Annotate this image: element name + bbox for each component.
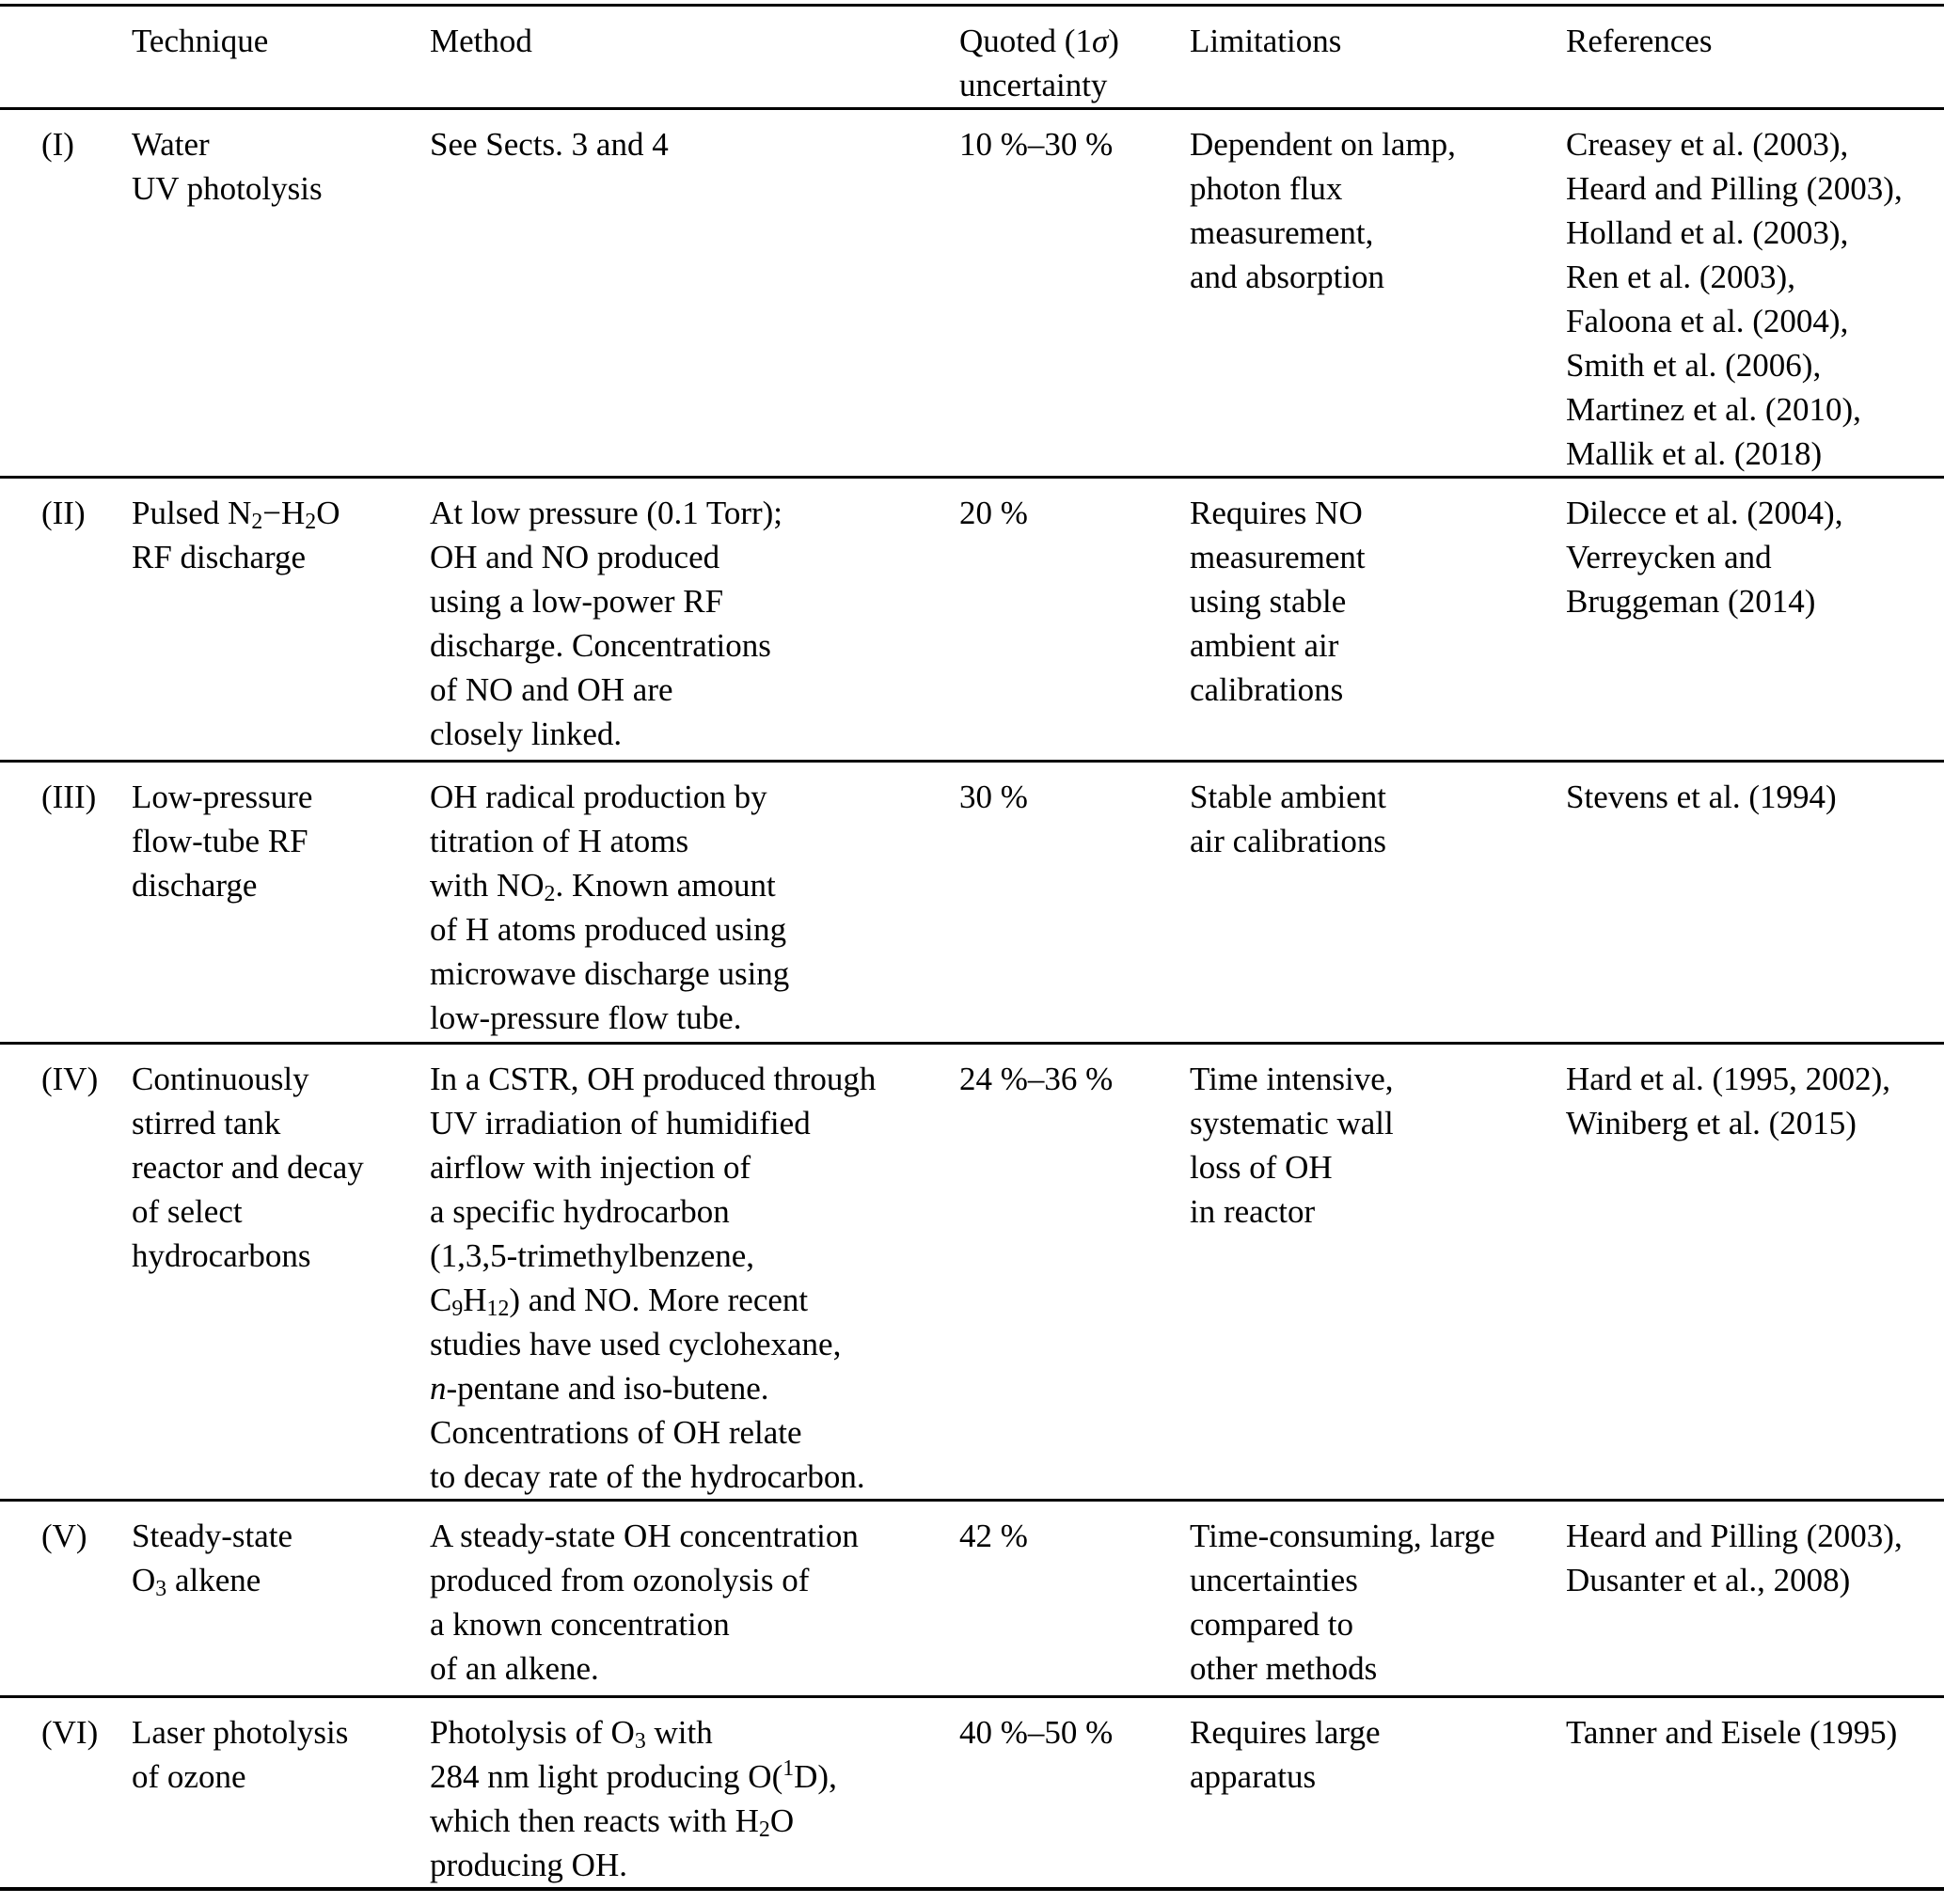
cell-row1-id: (I) [41,126,74,163]
cell-row4-references: Hard et al. (1995, 2002), Winiberg et al. (2015) [1566,1061,1891,1141]
cell-row2-limitations: Requires NO measurement using stable ambient air calibrations [1190,495,1366,708]
cell-row4-method: In a CSTR, OH produced through UV irradiation of humidified airflow with injection of a specific hydrocarbon (1,3,5-trimethylbenzene, $C_9H_{12}$) and NO. More recent studies have used cyclohexane, n-pentane and iso-butene. Concentrations of OH relate to decay rate of the hydrocarbon. [430,1061,877,1495]
oh-calibration-techniques-table [0,4,1944,1891]
table-row-4 [0,1044,1944,1501]
cell-row1-method: See Sects. 3 and 4 [430,126,669,163]
cell-row6-limitations: Requires large apparatus [1190,1714,1381,1795]
header-uncertainty: Quoted (1σ) uncertainty [959,23,1119,103]
cell-row3-references: Stevens et al. (1994) [1566,779,1837,815]
cell-row5-id: (V) [41,1518,87,1554]
cell-row5-method: A steady-state OH concentration produced from ozonolysis of a known concentration of an alkene. [430,1518,859,1687]
cell-row2-uncertainty: 20 % [959,495,1028,531]
cell-row6-references: Tanner and Eisele (1995) [1566,1714,1898,1751]
cell-row5-uncertainty: 42 % [959,1518,1028,1554]
cell-row5-limitations: Time-consuming, large uncertainties compared to other methods [1190,1518,1495,1687]
table-row-2 [0,478,1944,762]
cell-row5-technique: Steady-state $O_3$ alkene [132,1518,293,1602]
header-row [0,6,1944,109]
cell-row6-uncertainty: 40 %–50 % [959,1714,1114,1751]
header-references: References [1566,23,1713,59]
cell-row2-references: Dilecce et al. (2004), Verreycken and Bruggeman (2014) [1566,495,1843,620]
header-method: Method [430,23,532,59]
cell-row4-id: (IV) [41,1061,99,1097]
cell-row1-references: Creasey et al. (2003), Heard and Pilling (2003), Holland et al. (2003), Ren et al. (2003), Faloona et al. (2004), Smith et al. (2006), Martinez et al. (2010), Mallik et al. (2018) [1566,126,1903,472]
cell-row5-references: Heard and Pilling (2003), Dusanter et al., 2008) [1566,1518,1903,1598]
cell-row3-limitations: Stable ambient air calibrations [1190,779,1386,859]
cell-row2-technique: Pulsed $N_2-H_2O$ RF discharge [132,495,340,575]
cell-row3-uncertainty: 30 % [959,779,1028,815]
cell-row2-method: At low pressure (0.1 Torr); OH and NO produced using a low-power RF discharge. Concentrations of NO and OH are closely linked. [430,495,783,752]
cell-row6-technique: Laser photolysis of ozone [132,1714,349,1795]
cell-row3-method: OH radical production by titration of H atoms with $NO_2$. Known amount of H atoms produced using microwave discharge using low-pressure flow tube. [430,779,790,1036]
cell-row1-uncertainty: 10 %–30 % [959,126,1114,163]
cell-row4-limitations: Time intensive, systematic wall loss of OH in reactor [1190,1061,1394,1230]
table-row-3 [0,762,1944,1044]
cell-row1-limitations: Dependent on lamp, photon flux measurement, and absorption [1190,126,1456,295]
cell-row2-id: (II) [41,495,86,531]
header-technique: Technique [132,23,269,59]
cell-row1-technique: Water UV photolysis [132,126,323,207]
cell-row6-id: (VI) [41,1714,99,1751]
table-row-1 [0,109,1944,478]
table-row-5 [0,1501,1944,1697]
table-row-6 [0,1697,1944,1890]
cell-row6-method: Photolysis of $O_3$ with 284 nm light producing O($^1$D), which then reacts with $H_2O$ producing OH. [430,1714,837,1883]
cell-row4-technique: Continuously stirred tank reactor and decay of select hydrocarbons [132,1061,364,1274]
cell-row3-id: (III) [41,779,97,815]
cell-row4-uncertainty: 24 %–36 % [959,1061,1114,1097]
cell-row3-technique: Low-pressure flow-tube RF discharge [132,779,313,904]
header-id [0,6,132,109]
header-limitations: Limitations [1190,23,1342,59]
